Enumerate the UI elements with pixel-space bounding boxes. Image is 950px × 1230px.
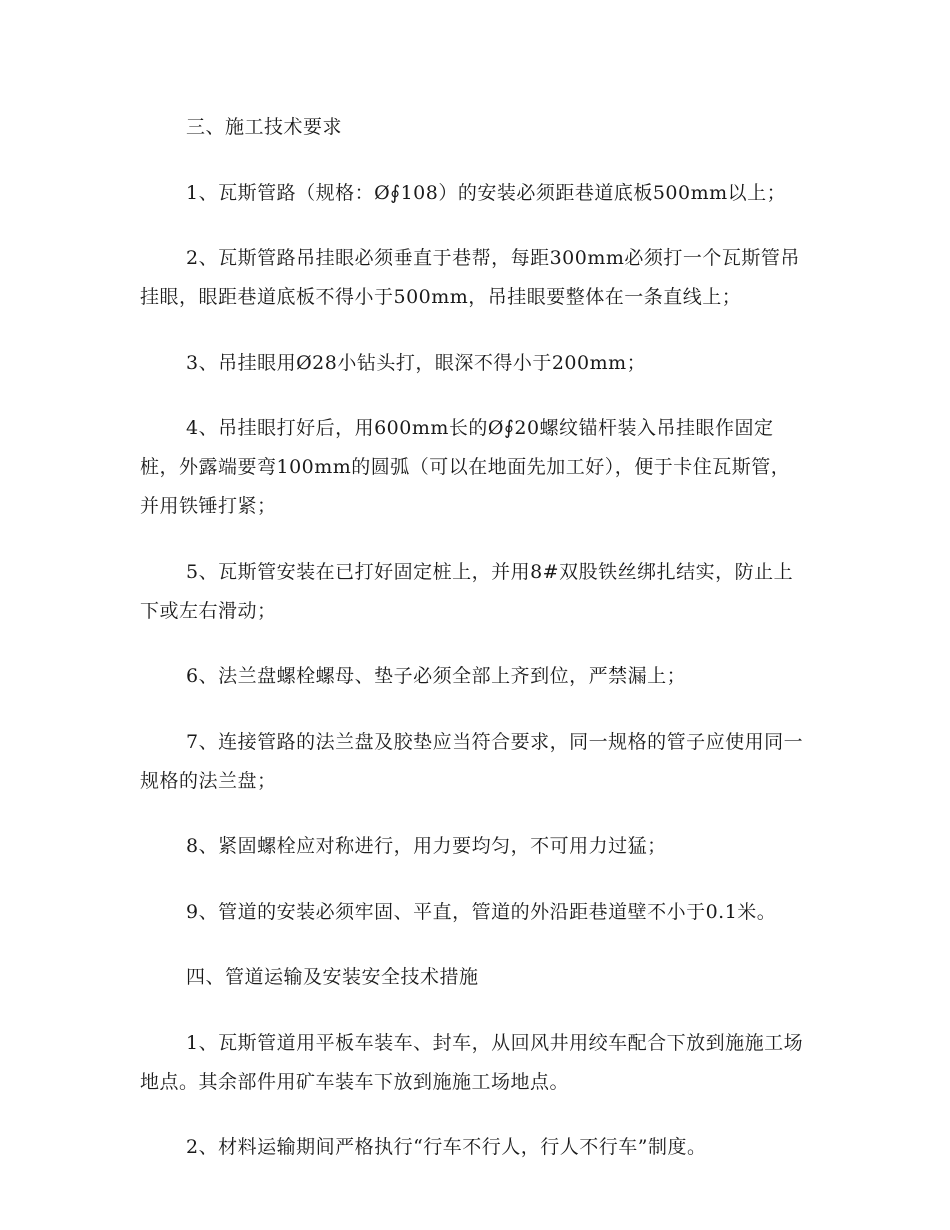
paragraph-transport-item-1: 1、瓦斯管道用平板车装车、封车，从回风井用绞车配合下放到施施工场地点。其余部件用矿车装车下放到施施工场地点。 (140, 1031, 804, 1093)
paragraph-item-9: 9、管道的安装必须牢固、平直，管道的外沿距巷道壁不小于0.1米。 (186, 900, 777, 923)
section-heading-construction-requirements: 三、施工技术要求 (186, 116, 343, 138)
paragraph-item-8: 8、紧固螺栓应对称进行，用力要均匀，不可用力过猛； (186, 835, 667, 857)
paragraph-item-7: 7、连接管路的法兰盘及胶垫应当符合要求，同一规格的管子应使用同一规格的法兰盘； (140, 730, 804, 792)
paragraph-item-5: 5、瓦斯管安装在已打好固定桩上，并用8#双股铁丝绑扎结实，防止上下或左右滑动； (140, 560, 794, 622)
paragraph-item-2: 2、瓦斯管路吊挂眼必须垂直于巷帮，每距300mm必须打一个瓦斯管吊挂眼，眼距巷道底板不得小于500mm，吊挂眼要整体在一条直线上； (140, 247, 800, 308)
paragraph-item-4: 4、吊挂眼打好后，用600mm长的Ø∮20螺纹锚杆装入吊挂眼作固定桩，外露端要弯100mm的圆弧（可以在地面先加工好），便于卡住瓦斯管，并用铁锤打紧； (140, 417, 791, 517)
section-heading-transport-safety: 四、管道运输及安装安全技术措施 (186, 966, 479, 988)
paragraph-item-1: 1、瓦斯管路（规格：Ø∮108）的安装必须距巷道底板500mm以上； (186, 181, 787, 204)
paragraph-item-3: 3、吊挂眼用Ø28小钻头打，眼深不得小于200mm； (186, 351, 647, 374)
paragraph-transport-item-2: 2、材料运输期间严格执行“行车不行人，行人不行车”制度。 (186, 1136, 707, 1158)
paragraph-item-6: 6、法兰盘螺栓螺母、垫子必须全部上齐到位，严禁漏上； (186, 665, 687, 687)
document-page (140, 108, 808, 1194)
